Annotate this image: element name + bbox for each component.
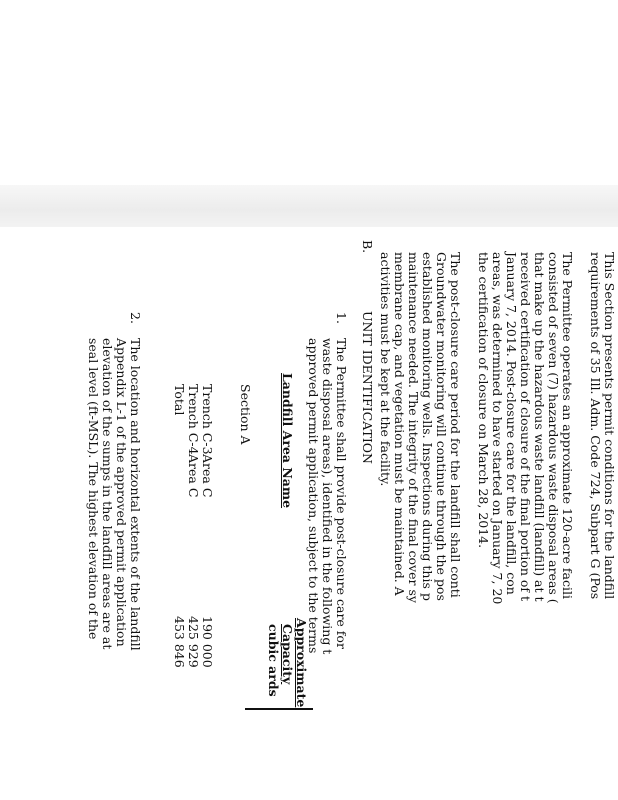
intro-p2-line-5: January 7, 2014. Post-closure care for the landfill, con bbox=[504, 252, 519, 595]
col1-header: Landfill Area Name bbox=[280, 373, 295, 509]
col2-header-line-1: Approximate bbox=[294, 618, 309, 708]
row-3-value: 453 846 bbox=[172, 616, 187, 668]
intro-p2-line-7: the certification of closure on March 28, 2014. bbox=[476, 252, 491, 549]
table-rule bbox=[245, 708, 313, 710]
row-1-area: Area C bbox=[200, 454, 215, 498]
section-letter: B. bbox=[360, 240, 375, 254]
intro-p2-line-1: The Permittee operates an approximate 120-acre facili bbox=[560, 252, 575, 599]
intro-p3-line-4: maintenance needed. The integrity of the final cover sy bbox=[406, 252, 421, 603]
intro-p1-line-2: requirements of 35 Ill. Adm. Code 724, Subpart G (Pos bbox=[588, 252, 603, 600]
intro-p2-line-2: consisted of seven (7) hazardous waste disposal areas ( bbox=[546, 252, 561, 604]
item-2-line-1: The location and horizontal extents of the landfill bbox=[128, 338, 143, 651]
intro-p1-line-1: This Section presents permit conditions for the landfill bbox=[602, 252, 617, 600]
row-1-name: Trench C-3 bbox=[200, 384, 215, 455]
item-1-number: 1. bbox=[334, 312, 349, 324]
item-1-line-3: approved permit application, subject to the terms bbox=[306, 338, 321, 654]
intro-p3-line-6: activities must be kept at the facility. bbox=[378, 252, 393, 487]
row-2-area: Area C bbox=[186, 454, 201, 498]
intro-p3-line-1: The post-closure care period for the landfill shall conti bbox=[448, 252, 463, 598]
intro-p2-line-3: that make up the hazardous waste landfill (landfill) at t bbox=[532, 252, 547, 602]
intro-p2-line-6: areas, was determined to have started on January 7, 20 bbox=[490, 252, 505, 605]
row-1-value: 190 000 bbox=[200, 616, 215, 668]
intro-p3-line-2: Groundwater monitoring will continue through the pos bbox=[434, 252, 449, 601]
col2-header-line-2: Capacity bbox=[280, 624, 295, 685]
section-a-label: Section A bbox=[238, 384, 253, 445]
intro-p3-line-5: membrane cap, and vegetation must be maintained. A bbox=[392, 252, 407, 596]
rotated-document-page bbox=[0, 232, 618, 800]
intro-p2-line-4: received certification of closure of the final portion of t bbox=[518, 252, 533, 602]
item-1-line-2: waste disposal areas), identified in the following t bbox=[320, 338, 335, 655]
item-2-number: 2. bbox=[128, 312, 143, 324]
section-heading: UNIT IDENTIFICATION bbox=[360, 311, 375, 464]
row-2-value: 425 929 bbox=[186, 616, 201, 668]
row-3-name: Total bbox=[172, 384, 187, 416]
scan-shadow-band bbox=[0, 185, 618, 227]
item-2-line-3: elevation of the sumps in the landfill areas are at bbox=[100, 338, 115, 650]
item-1-line-1: The Permittee shall provide post-closure care for bbox=[334, 338, 349, 649]
item-2-line-2: Appendix L-1 of the approved permit application bbox=[114, 338, 129, 647]
col2-header-line-3: cubic ards bbox=[266, 624, 281, 697]
intro-p3-line-3: established monitoring wells. Inspections during this p bbox=[420, 252, 435, 601]
item-2-line-4: seal level (ft-MSL). The highest elevation of the bbox=[86, 338, 101, 640]
row-2-name: Trench C-4 bbox=[186, 384, 201, 455]
